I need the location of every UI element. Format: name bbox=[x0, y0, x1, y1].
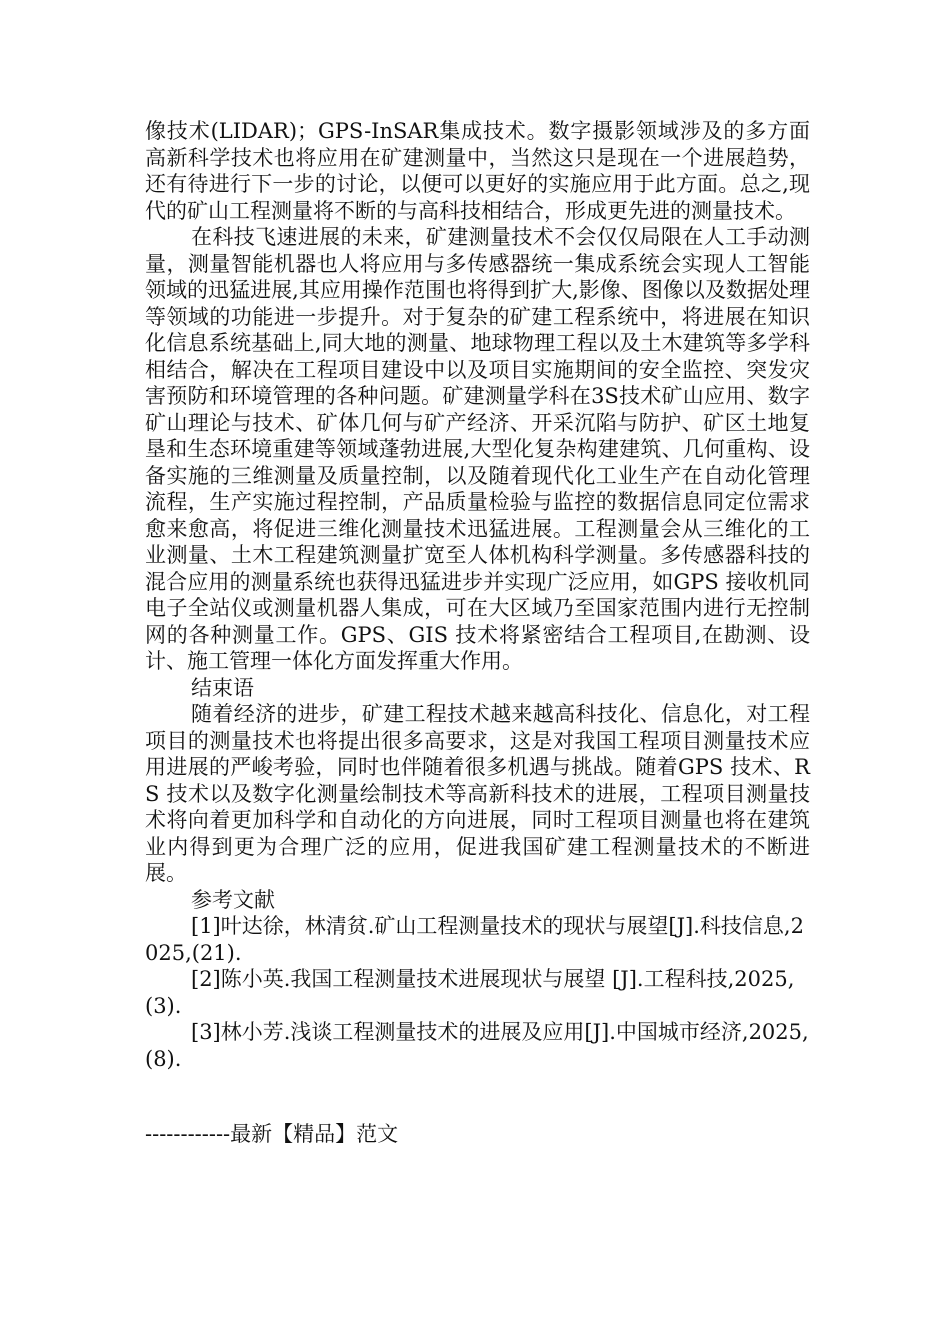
reference-list bbox=[145, 913, 810, 1072]
footer-banner: ------------最新【精品】范文 bbox=[145, 1122, 399, 1146]
reference-item-2: [2]陈小英.我国工程测量技术进展现状与展望 [J].工程科技,2025,(3). bbox=[145, 967, 795, 1018]
reference-item-1: [1]叶达徐，林清贫.矿山工程测量技术的现状与展望[J].科技信息,2025,(21). bbox=[145, 914, 804, 965]
document-body bbox=[145, 118, 810, 1072]
paragraph-lidar-gps: 像技术(LIDAR)；GPS-InSAR集成技术。数字摄影领域涉及的多方面高新科学技术也将应用在矿建测量中，当然这只是现在一个进展趋势，还有待进行下一步的讨论，以便可以更好的实施应用于此方面。总之,现代的矿山工程测量将不断的与高科技相结合，形成更先进的测量技术。 bbox=[145, 119, 810, 223]
paragraph-future-development: 在科技飞速进展的未来，矿建测量技术不会仅仅局限在人工手动测量，测量智能机器也人将应用与多传感器统一集成系统会实现人工智能领域的迅猛进展,其应用操作范围也将得到扩大,影像、图像以及数据处理等领域的功能进一步提升。对于复杂的矿建工程系统中，将进展在知识化信息系统基础上,同大地的测量、地球物理工程以及土木建筑等多学科相结合，解决在工程项目建设中以及项目实施期间的安全监控、突发灾害预防和环境管理的各种问题。矿建测量学科在3S技术矿山应用、数字矿山理论与技术、矿体几何与矿产经济、开采沉陷与防护、矿区土地复垦和生态环境重建等领域蓬勃进展,大型化复杂构建建筑、几何重构、设备实施的三维测量及质量控制，以及随着现代化工业生产在自动化管理流程，生产实施过程控制，产品质量检验与监控的数据信息同定位需求愈来愈高，将促进三维化测量技术迅猛进展。工程测量会从三维化的工业测量、土木工程建筑测量扩宽至人体机构科学测量。多传感器科技的混合应用的测量系统也获得迅猛进步并实现广泛应用，如GPS 接收机同电子全站仪或测量机器人集成，可在大区域乃至国家范围内进行无控制网的各种测量工作。GPS、GIS 技术将紧密结合工程项目,在勘测、设计、施工管理一体化方面发挥重大作用。 bbox=[145, 225, 810, 673]
references-heading: 参考文献 bbox=[191, 887, 275, 912]
reference-item-3: [3]林小芳.浅谈工程测量技术的进展及应用[J].中国城市经济,2025,(8). bbox=[145, 1020, 809, 1071]
conclusion-heading: 结束语 bbox=[191, 675, 254, 700]
paragraph-conclusion: 随着经济的进步，矿建工程技术越来越高科技化、信息化，对工程项目的测量技术也将提出很多高要求，这是对我国工程项目测量技术应用进展的严峻考验，同时也伴随着很多机遇与挑战。随着GPS 技术、RS 技术以及数字化测量绘制技术等高新科技术的进展，工程项目测量技术将向着更加科学和自动化的方向进展，同时工程项目测量也将在建筑业内得到更为合理广泛的应用，促进我国矿建工程测量技术的不断进展。 bbox=[145, 702, 810, 885]
